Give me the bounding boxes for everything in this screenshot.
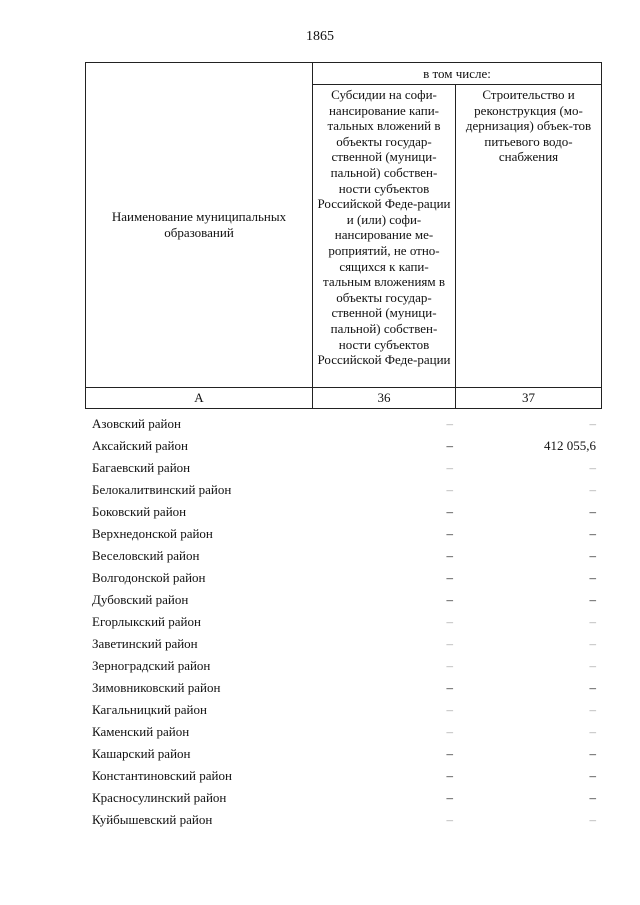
table-row [85,479,601,501]
row-value-36: – [446,812,453,827]
row-value-36: – [446,658,453,673]
row-value-37: – [589,548,596,563]
table-row [85,655,601,677]
row-name: Аксайский район [92,438,188,453]
row-value-36: – [446,768,453,783]
row-value-36: – [446,460,453,475]
table-row [85,633,601,655]
row-value-37: – [589,702,596,717]
table-row [85,743,601,765]
row-value-36: – [446,416,453,431]
row-name: Кашарский район [92,746,191,761]
row-name: Дубовский район [92,592,189,607]
row-name: Боковский район [92,504,187,519]
row-name: Заветинский район [92,636,198,651]
table-body [85,413,601,831]
table-header [85,62,602,409]
row-name: Волгодонской район [92,570,206,585]
row-value-37: – [589,482,596,497]
table-row [85,523,601,545]
table-row [85,501,601,523]
row-value-36: – [446,724,453,739]
row-value-37: – [589,460,596,475]
row-value-37: – [589,790,596,805]
row-value-36: – [446,790,453,805]
row-value-37: – [589,768,596,783]
table-row [85,677,601,699]
index-36: 36 [313,388,456,409]
index-37: 37 [456,388,602,409]
row-value-37: 412 055,6 [544,438,596,453]
row-name: Кагальницкий район [92,702,207,717]
table-row [85,721,601,743]
row-value-37: – [589,504,596,519]
row-value-36: – [446,614,453,629]
row-value-36: – [446,702,453,717]
row-name: Белокалитвинский район [92,482,232,497]
row-value-37: – [589,614,596,629]
row-value-36: – [446,482,453,497]
row-value-36: – [446,548,453,563]
row-value-36: – [446,636,453,651]
table-row [85,787,601,809]
table-row [85,457,601,479]
table-row [85,699,601,721]
row-name: Константиновский район [92,768,232,783]
row-value-36: – [446,438,453,453]
table-row [85,567,601,589]
row-name: Зимовниковский район [92,680,221,695]
row-value-37: – [589,812,596,827]
row-value-37: – [589,416,596,431]
row-value-36: – [446,680,453,695]
row-name: Каменский район [92,724,190,739]
table-row [85,589,601,611]
row-value-37: – [589,570,596,585]
table-row [85,413,601,435]
table-row [85,765,601,787]
row-name: Верхнедонской район [92,526,213,541]
table-row [85,545,601,567]
row-value-36: – [446,746,453,761]
row-value-36: – [446,570,453,585]
row-value-37: – [589,526,596,541]
row-value-37: – [589,680,596,695]
header-group-label: в том числе: [313,63,602,85]
row-name: Багаевский район [92,460,191,475]
row-name: Егорлыкский район [92,614,201,629]
row-value-37: – [589,592,596,607]
page-number: 1865 [306,29,334,44]
row-value-37: – [589,724,596,739]
table-row [85,611,601,633]
row-value-36: – [446,504,453,519]
row-value-37: – [589,658,596,673]
row-name: Зерноградский район [92,658,211,673]
header-col-36: Субсидии на софи-нансирование капи-тальных вложений в объекты государ-ственной (муници-пальной) собствен-ности субъектов Российской Феде-рации и (или) софи-нансирование ме-роприятий, не отно-сящихся к капи-тальным вложениям в объекты государ-ственной (муници-пальной) собствен-ности субъектов Российской Феде-рации [313,85,456,388]
row-value-36: – [446,526,453,541]
row-value-36: – [446,592,453,607]
header-col-37: Строительство и реконструкция (мо-дернизация) объек-тов питьевого водо-снабжения [456,85,602,388]
table-row [85,435,601,457]
table-row [85,809,601,831]
row-name: Азовский район [92,416,181,431]
row-name: Куйбышевский район [92,812,213,827]
row-name: Веселовский район [92,548,200,563]
row-value-37: – [589,636,596,651]
row-value-37: – [589,746,596,761]
index-a: А [86,388,313,409]
header-name-column: Наименование муниципальных образований [86,63,313,388]
row-name: Красносулинский район [92,790,227,805]
